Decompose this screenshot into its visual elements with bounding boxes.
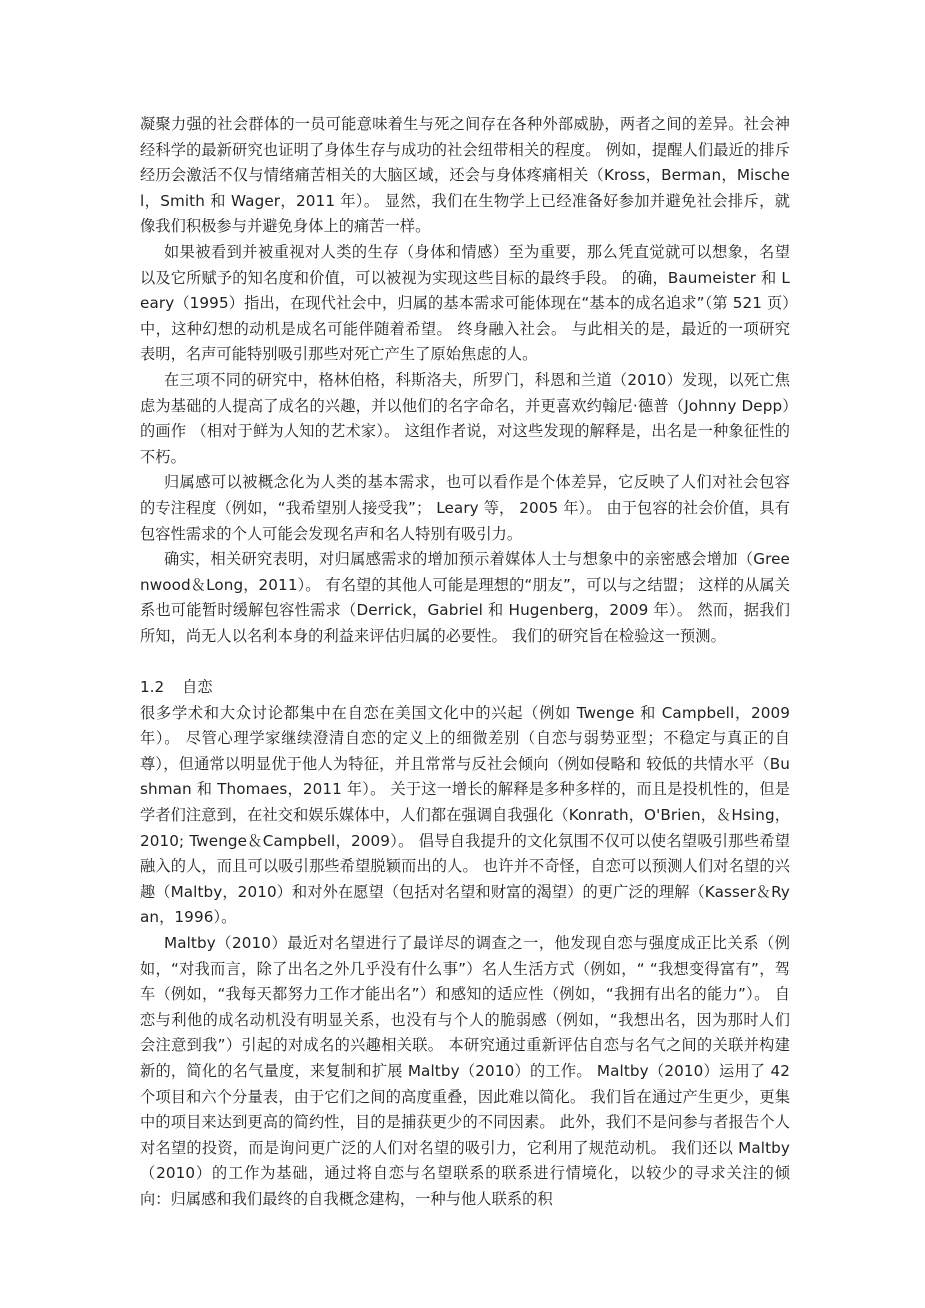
section-title: 自恋 <box>182 678 213 697</box>
section-heading <box>140 675 790 701</box>
body-paragraph: 在三项不同的研究中，格林伯格，科斯洛夫，所罗门，科恩和兰道（2010）发现，以死亡焦虑为基础的人提高了成名的兴趣，并以他们的名字命名，并更喜欢约翰尼·德普（Johnny Depp）的画作 （相对于鲜为人知的艺术家）。 这组作者说，对这些发现的解释是，出名是一种象征性的不朽。 <box>140 370 790 466</box>
body-paragraph: 归属感可以被概念化为人类的基本需求，也可以看作是个体差异，它反映了人们对社会包容的专注程度（例如，“我希望别人接受我”； Leary 等， 2005 年）。 由于包容的社会价值，具有包容性需求的个人可能会发现名声和名人特别有吸引力。 <box>140 473 790 543</box>
body-paragraph: 凝聚力强的社会群体的一员可能意味着生与死之间存在各种外部威胁，两者之间的差异。社会神经科学的最新研究也证明了身体生存与成功的社会纽带相关的程度。 例如，提醒人们最近的排斥经历会激活不仅与情绪痛苦相关的大脑区域，还会与身体疼痛相关（Kross，Berman，Mischel，Smith 和 Wager，2011 年）。 显然，我们在生物学上已经准备好参加并避免社会排斥，就像我们积极参与并避免身体上的痛苦一样。 <box>140 115 790 236</box>
body-paragraph: Maltby（2010）最近对名望进行了最详尽的调查之一，他发现自恋与强度成正比关系（例如，“对我而言，除了出名之外几乎没有什么事”）名人生活方式（例如，“ “我想变得富有”，驾车（例如，“我每天都努力工作才能出名”）和感知的适应性（例如，“我拥有出名的能力”）。 自恋与利他的成名动机没有明显关系，也没有与个人的脆弱感（例如，“我想出名，因为那时人们会注意到我”）引起的对成名的兴趣相关联。 本研究通过重新评估自恋与名气之间的关联并构建新的，简化的名气量度，来复制和扩展 Maltby（2010）的工作。 Maltby（2010）运用了 42 个项目和六个分量表，由于它们之间的高度重叠，因此难以简化。 我们旨在通过产生更少，更集中的项目来达到更高的简约性，目的是捕获更少的不同因素。 此外，我们不是问参与者报告个人对名望的投资，而是询问更广泛的人们对名望的吸引力，它利用了规范动机。 我们还以 Maltby（2010）的工作为基础，通过将自恋与名望联系的联系进行情境化，以较少的寻求关注的倾向：归属感和我们最终的自我概念建构，一种与他人联系的积 <box>140 934 790 1208</box>
document-page <box>140 112 790 1213</box>
body-paragraph: 很多学术和大众讨论都集中在自恋在美国文化中的兴起（例如 Twenge 和 Campbell，2009 年）。 尽管心理学家继续澄清自恋的定义上的细微差别（自恋与弱势亚型；不稳定与真正的自尊），但通常以明显优于他人为特征，并且常常与反社会倾向（例如侵略和 较低的共情水平（Bushman 和 Thomaes，2011 年）。 关于这一增长的解释是多种多样的，而且是投机性的，但是学者们注意到，在社交和娱乐媒体中，人们都在强调自我强化（Konrath，O'Brien，＆Hsing，2010; Twenge＆Campbell，2009）。 倡导自我提升的文化氛围不仅可以使名望吸引那些希望融入的人，而且可以吸引那些希望脱颖而出的人。 也许并不奇怪，自恋可以预测人们对名望的兴趣（Maltby，2010）和对外在愿望（包括对名望和财富的渴望）的更广泛的理解（Kasser＆Ryan，1996）。 <box>140 703 790 927</box>
body-paragraph: 确实，相关研究表明，对归属感需求的增加预示着媒体人士与想象中的亲密感会增加（Greenwood＆Long，2011）。 有名望的其他人可能是理想的“朋友”，可以与之结盟； 这样的从属关系也可能暂时缓解包容性需求（Derrick，Gabriel 和 Hugenberg，2009 年）。 然而，据我们所知，尚无人以名利本身的利益来评估归属的必要性。 我们的研究旨在检验这一预测。 <box>140 550 790 645</box>
section-spacer <box>140 649 790 675</box>
section-number: 1.2 <box>140 678 165 697</box>
body-paragraph: 如果被看到并被重视对人类的生存（身体和情感）至为重要，那么凭直觉就可以想象，名望以及它所赋予的知名度和价值，可以被视为实现这些目标的最终手段。 的确，Baumeister 和 Leary（1995）指出，在现代社会中，归属的基本需求可能体现在“基本的成名追求”（第 521 页）中，这种幻想的动机是成名可能伴随着希望。 终身融入社会。 与此相关的是，最近的一项研究表明，名声可能特别吸引那些对死亡产生了原始焦虑的人。 <box>140 242 790 364</box>
